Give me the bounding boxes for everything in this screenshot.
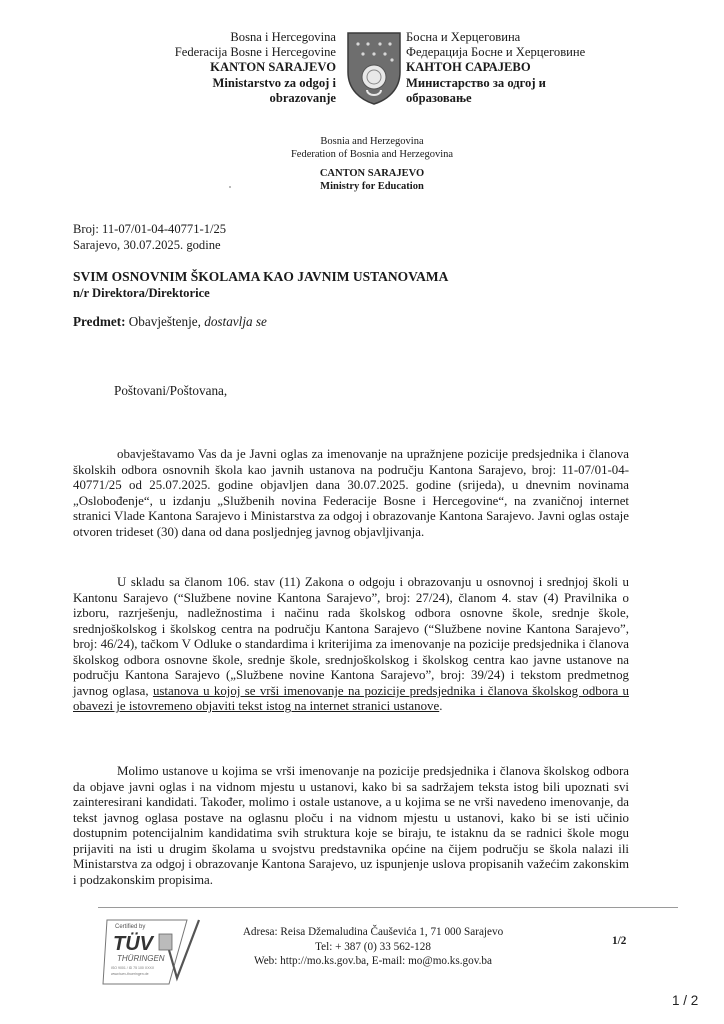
tuv-brand: TÜV <box>113 933 153 955</box>
addressee <box>73 268 448 302</box>
paragraph-text: Molimo ustanove u kojima se vrši imenovanje na pozicije predsjednika i članova školskog odbora da objave javni oglas i na vidnom mjestu u ustanovi, kako bi sa sadržajem teksta istog bili upoznati svi zainteresirani kandidati. Također, molimo i ostale ustanove, a u kojima se ne vrši navedeno imenovanje, da tekst javnog oglasa postave na oglasnu ploču i na vidnom mjestu u ustanovi, kako bi se isti učinio dostupnim potencijalnim kandidatima svih struktura koje se biraju, te istaknu da se radnici škole mogu prijaviti na isti u drugim školama u svojstvu predstavnika općine na čijem području se škola nalazi ili Ministarstva za odgoj i obrazovanje Kantona Sarajevo, uz ispunjenje uslova propisanih važećim zakonskim i podzakonskim propisima. <box>73 764 629 887</box>
subject-label: Predmet: <box>73 314 126 329</box>
paragraph-end: . <box>439 699 443 714</box>
subject-text: Obavještenje, <box>128 314 201 329</box>
header-english-block <box>190 135 554 193</box>
coat-of-arms-icon <box>345 30 403 106</box>
header-ministry-en: Ministry for Education <box>320 181 424 192</box>
header-country: Bosna i Hercegovina <box>230 30 336 44</box>
header-country-en: Bosnia and Herzegovina <box>320 136 424 147</box>
header-canton: KANTON SARAJEVO <box>210 60 336 75</box>
document-meta <box>73 222 226 253</box>
footer-address: Adresa: Reisa Džemaludina Čauševića 1, 71 000 Sarajevo <box>242 926 504 938</box>
body-paragraph-3 <box>73 764 629 888</box>
subject-line <box>73 314 267 330</box>
header-country-cyr: Босна и Херцеговина <box>406 30 521 44</box>
document-number: Broj: 11-07/01-04-40771-1/25 <box>73 222 227 236</box>
header-federation-cyr: Федерација Босне и Херцеговине <box>406 45 586 60</box>
addressee-line: SVIM OSNOVNIM ŠKOLAMA KAO JAVNIM USTANOVAMA <box>73 269 449 284</box>
header-ministry-1: Ministarstvo za odgoj i <box>212 75 336 90</box>
scan-speck <box>229 186 231 188</box>
tuv-tiny-2: www.tuev-thueringen.de <box>111 972 149 976</box>
header-ministry-cyr-1: Министарство за одгој и <box>406 75 546 90</box>
greeting: Poštovani/Poštovana, <box>114 383 228 398</box>
header-canton-en: CANTON SARAJEVO <box>319 168 425 179</box>
underlined-requirement: ustanova u kojoj se vrši imenovanje na pozicije predsjednika i članova školskog odbora u obavezi je istovremeno objaviti tekst istog na internet stranici ustanove <box>73 683 629 714</box>
paragraph-text: U skladu sa članom 106. stav (11) Zakona o odgoju i obrazovanju u osnovnoj i srednjoj školi u Kantonu Sarajevo (“Službene novine Kantona Sarajevo”, broj: 27/24), članom 4. stav (4) Pravilnika o izboru, razrješenju, nadležnostima i načinu rada školskog odbora osnovne škole, srednje škole, srednjoškolskog i školskog centra na području Kantona Sarajevo (“Službene novine Kantona Sarajevo”, broj: 46/24), tačkom V Odluke o standardima i kriterijima za imenovanje na pozicije predsjednika i članova školskog odbora osnovne škole, srednje škole, srednjoškolskog i školskog centra kao javne ustanove na području Kantona Sarajevo („Službene novine Kantona Sarajevo”, broj: 39/24) i tekstom predmetnog javnog oglasa, <box>73 575 629 698</box>
footer-web-email: Web: http://mo.ks.gov.ba, E-mail: mo@mo.ks.gov.ba <box>254 955 492 967</box>
header-ministry-cyr-2: образовање <box>406 90 472 105</box>
tuv-tiny-1: ISO 9001 / ID 75 100 XXXX <box>111 966 155 970</box>
header-federation: Federacija Bosne i Hercegovine <box>174 45 336 60</box>
header-ministry-2: obrazovanje <box>269 90 336 105</box>
subject-italic: dostavlja se <box>204 314 267 329</box>
tuv-sub: THÜRINGEN <box>117 954 165 963</box>
footer-phone: Tel: + 387 (0) 33 562-128 <box>315 940 431 953</box>
paragraph-text: obavještavamo Vas da je Javni oglas za imenovanje na upražnjene pozicije predsjednika i članova školskih odbora osnovnih škola kao javnih ustanova na području Kantona Sarajevo, broj: 11-07/01-04-40771/25 od 25.07.2025. godine objavljen dana 30.07.2025. godine (srijeda), u dnevnim novinama „Oslobođenje“, u izdanju „Službenih novina Federacije Bosne i Hercegovine“, na zvaničnoj internet stranici Vlade Kantona Sarajevo i Ministarstva za odgoj i obrazovanje Kantona Sarajevo. Javni oglas ostaje otvoren trideset (30) dana od dana posljednjeg javnog objavljivanja. <box>73 447 629 539</box>
tuv-certified-by: Certified by <box>115 924 146 930</box>
document-place-date: Sarajevo, 30.07.2025. godine <box>73 237 221 252</box>
body-paragraph-1 <box>73 447 629 540</box>
footer-divider <box>98 907 678 908</box>
header-right-block <box>406 30 646 106</box>
header-federation-en: Federation of Bosnia and Herzegovina <box>290 149 454 160</box>
addressee-attention: n/r Direktora/Direktorice <box>73 286 210 300</box>
body-paragraph-2 <box>73 575 629 715</box>
header-left-block <box>130 30 336 106</box>
footer-contact <box>208 925 538 969</box>
tuv-certification-logo <box>99 914 201 986</box>
footer-page-number: 1/2 <box>612 935 627 947</box>
viewer-page-indicator: 1 / 2 <box>672 993 699 1008</box>
header-canton-cyr: КАНТОН САРАЈЕВО <box>406 60 531 75</box>
